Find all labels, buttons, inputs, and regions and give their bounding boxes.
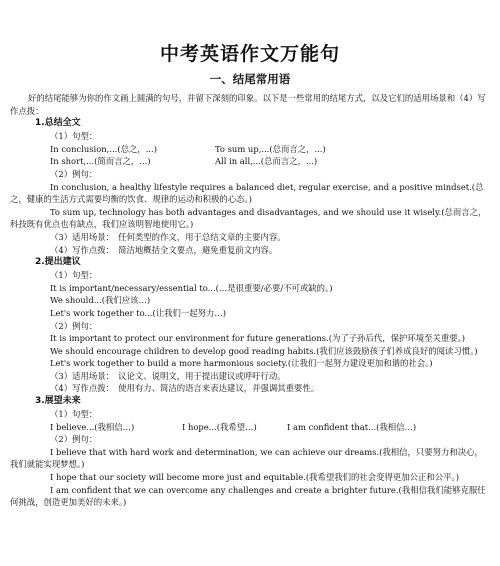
- subsection-heading-future: 3.展望未来: [35, 396, 81, 407]
- tip-text: （4）写作点拨： 使用有力、简洁的语言来表达建议，并强调其重要性。: [50, 383, 320, 394]
- example-sentence: Let's work together to build a more harmonious society.(让我们一起努力建设更加和谐的社会。): [50, 358, 433, 369]
- pattern-item: I hope...(我希望…): [182, 421, 257, 432]
- example-sentence: I believe that with hard work and determination, we can achieve our dreams.(我相信，只要努力和决心，我们就能实现梦想。): [10, 446, 483, 470]
- scene-text: （3）适用场景： 任何类型的作文，用于总结文章的主要内容。: [50, 231, 286, 242]
- pattern-item: It is important/necessary/essential to...(…是很重要/必要/不可或缺的。): [50, 282, 333, 293]
- pattern-item: I am confident that...(我相信…): [287, 421, 417, 432]
- example-sentence: In conclusion, a healthy lifestyle requires a balanced diet, regular exercise, and a positive mindset.(总之，健康的生活方式需要均衡的饮食、规律的运动和积极的心态。): [10, 181, 484, 205]
- subsection-heading-advice: 2.提出建议: [35, 257, 81, 268]
- pattern-item: To sum up,...(总而言之，...): [215, 143, 326, 154]
- document-title: 中考英语作文万能句: [159, 43, 340, 65]
- intro-paragraph: 好的结尾能够为你的作文画上圆满的句号，并留下深刻的印象。以下是一些常用的结尾方式，以及它们的适用场景和（4）写作点拨：: [10, 93, 486, 116]
- subsection-heading-summary: 1.总结全文: [35, 118, 81, 129]
- example-sentence: I am confident that we can overcome any challenges and create a brighter future.(我相信我们能够克服任何挑战，创造更加美好的未来。): [10, 484, 486, 508]
- pattern-item: All in all,...(总而言之，...): [215, 156, 318, 167]
- pattern-label: （1）句型：: [50, 409, 98, 420]
- section-heading: 一、结尾常用语: [209, 72, 291, 86]
- example-label: （2）例句：: [50, 320, 98, 331]
- tip-text: （4）写作点拨： 简洁地概括全文要点，避免重复前文内容。: [50, 244, 278, 255]
- pattern-item: Let's work together to...(让我们一起努力…): [50, 307, 226, 318]
- example-label: （2）例句：: [50, 434, 98, 445]
- pattern-item: In conclusion,...(总之，...): [50, 143, 157, 154]
- example-sentence: We should encourage children to develop good reading habits.(我们应该鼓励孩子们养成良好的阅读习惯。): [50, 345, 478, 356]
- pattern-item: In short,...(简而言之，...): [50, 156, 151, 167]
- scene-text: （3）适用场景： 议论文、说明文，用于提出建议或呼吁行动。: [50, 370, 286, 381]
- pattern-item: We should...(我们应该…): [50, 295, 151, 306]
- pattern-label: （1）句型：: [50, 270, 98, 281]
- pattern-item: I believe...(我相信…): [50, 421, 135, 432]
- example-label: （2）例句：: [50, 168, 98, 179]
- example-sentence: To sum up, technology has both advantages and disadvantages, and we should use it wisely.(总而言之，科技既有优点也有缺点，我们应该明智地使用它。): [10, 206, 487, 230]
- example-sentence: I hope that our society will become more just and equitable.(我希望我们的社会变得更加公正和公平。): [50, 472, 459, 483]
- pattern-row: [10, 155, 490, 168]
- pattern-row: [10, 421, 490, 434]
- example-sentence: It is important to protect our environment for future generations.(为了子孙后代，保护环境至关重要。): [50, 333, 466, 344]
- pattern-label: （1）句型：: [50, 131, 98, 142]
- pattern-row: [10, 143, 490, 156]
